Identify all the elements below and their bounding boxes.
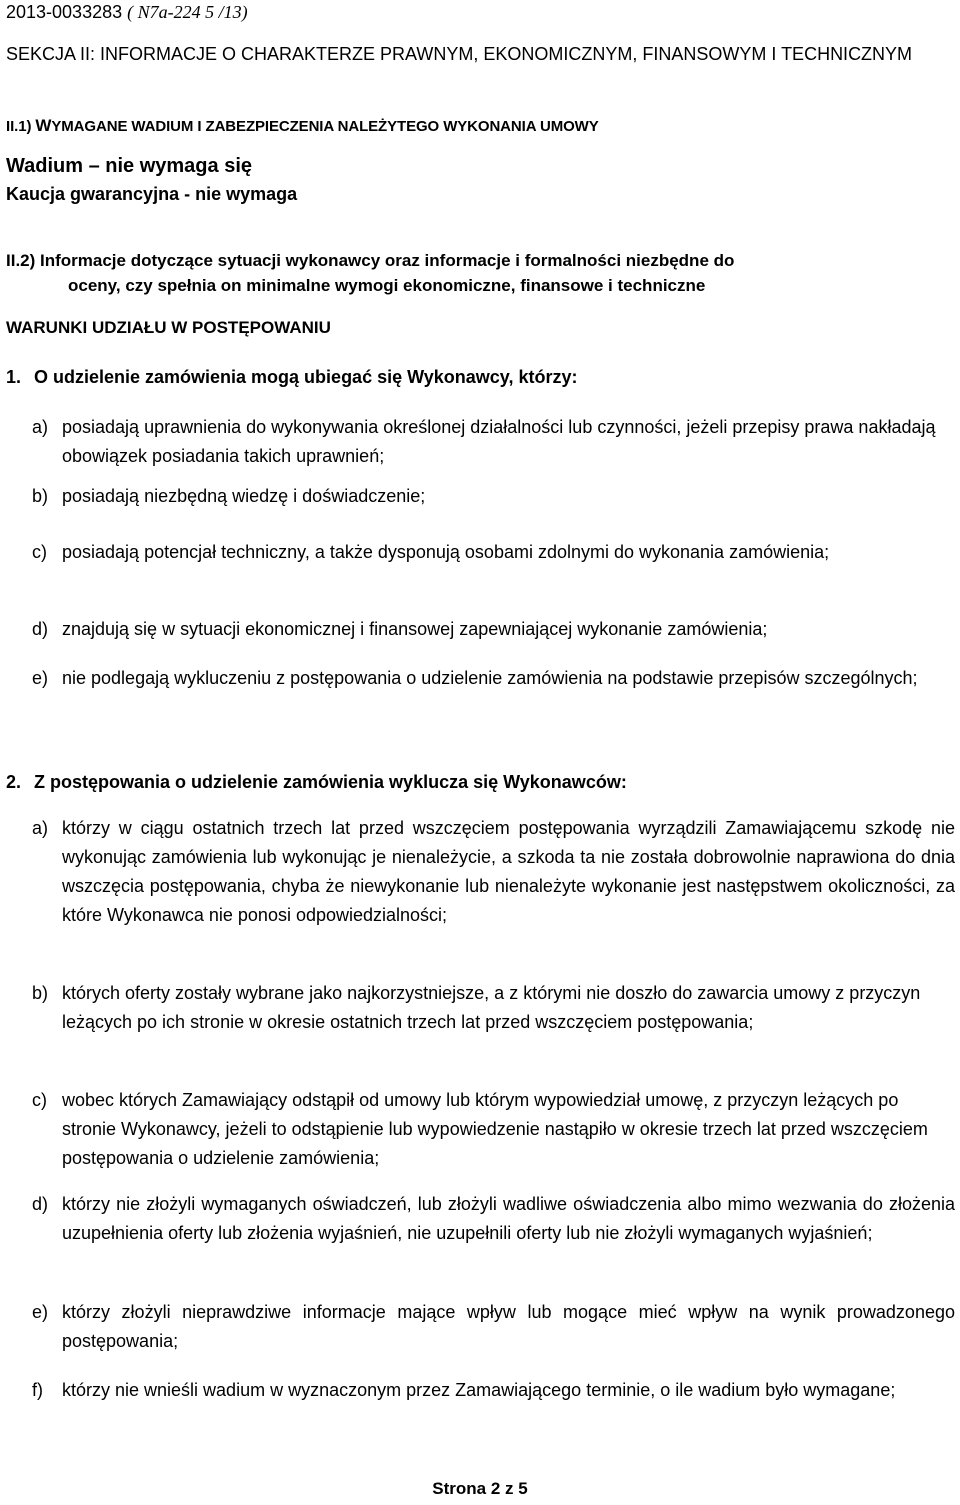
conditions-title: WARUNKI UDZIAŁU W POSTĘPOWANIU <box>6 318 331 337</box>
list-item-text: nie podlegają wykluczeniu z postępowania o udzielenie zamówienia na podstawie przepisów szczególnych; <box>62 668 918 688</box>
point-2-heading <box>6 771 627 793</box>
list-item-label: c) <box>32 1090 47 1110</box>
document-ref-code: ( N7a-224 5 /13) <box>127 2 248 22</box>
list-item <box>32 664 955 693</box>
list-item-label: b) <box>32 486 49 506</box>
list-item <box>32 538 955 567</box>
list-item-text: których oferty zostały wybrane jako najkorzystniejsze, a z którymi nie doszło do zawarcia umowy z przyczyn leżących po ich stronie w okresie ostatnich trzech lat przed wszczęciem postępowania; <box>62 983 921 1032</box>
subsection-1-first-letter: W <box>35 116 52 135</box>
section-title: SEKCJA II: INFORMACJE O CHARAKTERZE PRAWNYM, EKONOMICZNYM, FINANSOWYM I TECHNICZNYM <box>6 44 913 64</box>
wadium-statement: Wadium – nie wymaga się <box>6 155 253 177</box>
list-item-label: a) <box>32 818 49 838</box>
list-item-label: d) <box>32 619 49 639</box>
list-item-label: f) <box>32 1380 43 1400</box>
document-reference <box>6 1 248 23</box>
list-item <box>32 482 955 511</box>
list-item <box>32 615 955 644</box>
list-item <box>32 1190 955 1248</box>
list-item <box>32 1298 955 1356</box>
list-item <box>32 814 955 930</box>
subsection-2-title <box>6 248 734 298</box>
list-item <box>32 413 955 471</box>
point-2-number: 2. <box>6 772 22 792</box>
point-1-text: O udzielenie zamówienia mogą ubiegać się Wykonawcy, którzy: <box>34 367 578 387</box>
document-id: 2013-0033283 <box>6 2 123 22</box>
list-item-label: a) <box>32 417 49 437</box>
list-item-text: wobec których Zamawiający odstąpił od umowy lub którym wypowiedział umowę, z przyczyn leżących po stronie Wykonawcy, jeżeli to odstąpienie lub wypowiedzenie nastąpiło w okresie trzech lat przed wszczęciem postępowania o udzielenie zamówienia; <box>62 1090 928 1168</box>
point-1-number: 1. <box>6 367 22 387</box>
kaucja-statement: Kaucja gwarancyjna - nie wymaga <box>6 184 298 204</box>
point-1-heading <box>6 366 578 388</box>
list-item-label: e) <box>32 1302 49 1322</box>
page-number: Strona 2 z 5 <box>432 1479 528 1498</box>
list-item-text: znajdują się w sytuacji ekonomicznej i finansowej zapewniającej wykonanie zamówienia; <box>62 619 768 639</box>
point-2-text: Z postępowania o udzielenie zamówienia wyklucza się Wykonawców: <box>34 772 627 792</box>
list-item-label: e) <box>32 668 49 688</box>
list-item-label: d) <box>32 1194 49 1214</box>
list-item-text: którzy złożyli nieprawdziwe informacje mające wpływ lub mogące mieć wpływ na wynik prowadzonego postępowania; <box>62 1302 955 1351</box>
subsection-2-line-2: oceny, czy spełnia on minimalne wymogi ekonomiczne, finansowe i techniczne <box>68 276 706 295</box>
list-item-label: c) <box>32 542 47 562</box>
list-item <box>32 1376 955 1405</box>
list-item-text: którzy w ciągu ostatnich trzech lat przed wszczęciem postępowania wyrządzili Zamawiającemu szkodę nie wykonując zamówienia lub wykonując je nienależycie, a szkoda ta nie została dobrowolnie naprawiona do dnia wszczęcia postępowania, chyba że niewykonanie lub nienależyte wykonanie jest następstwem okoliczności, za które Wykonawca nie ponosi odpowiedzialności; <box>62 818 955 925</box>
subsection-2-line-1: II.2) Informacje dotyczące sytuacji wykonawcy oraz informacje i formalności niezbędne do <box>6 251 735 270</box>
list-item <box>32 1086 955 1173</box>
list-item-text: którzy nie złożyli wymaganych oświadczeń, lub złożyli wadliwe oświadczenia albo mimo wezwania do złożenia uzupełnienia oferty lub złożenia wyjaśnień, nie uzupełnili oferty lub nie złożyli wymaganych wyjaśnień; <box>62 1194 955 1243</box>
list-item-text: którzy nie wnieśli wadium w wyznaczonym przez Zamawiającego terminie, o ile wadium było wymagane; <box>62 1380 896 1400</box>
list-item-text: posiadają potencjał techniczny, a także dysponują osobami zdolnymi do wykonania zamówienia; <box>62 542 830 562</box>
subsection-1-title <box>6 116 599 137</box>
list-item-text: posiadają uprawnienia do wykonywania określonej działalności lub czynności, jeżeli przepisy prawa nakładają obowiązek posiadania takich uprawnień; <box>62 417 936 466</box>
list-item <box>32 979 955 1037</box>
subsection-1-number: II.1) <box>6 118 32 135</box>
list-item-text: posiadają niezbędną wiedzę i doświadczenie; <box>62 486 426 506</box>
subsection-1-title-rest: YMAGANE WADIUM I ZABEZPIECZENIA NALEŻYTEGO WYKONANIA UMOWY <box>51 118 599 135</box>
list-item-label: b) <box>32 983 49 1003</box>
